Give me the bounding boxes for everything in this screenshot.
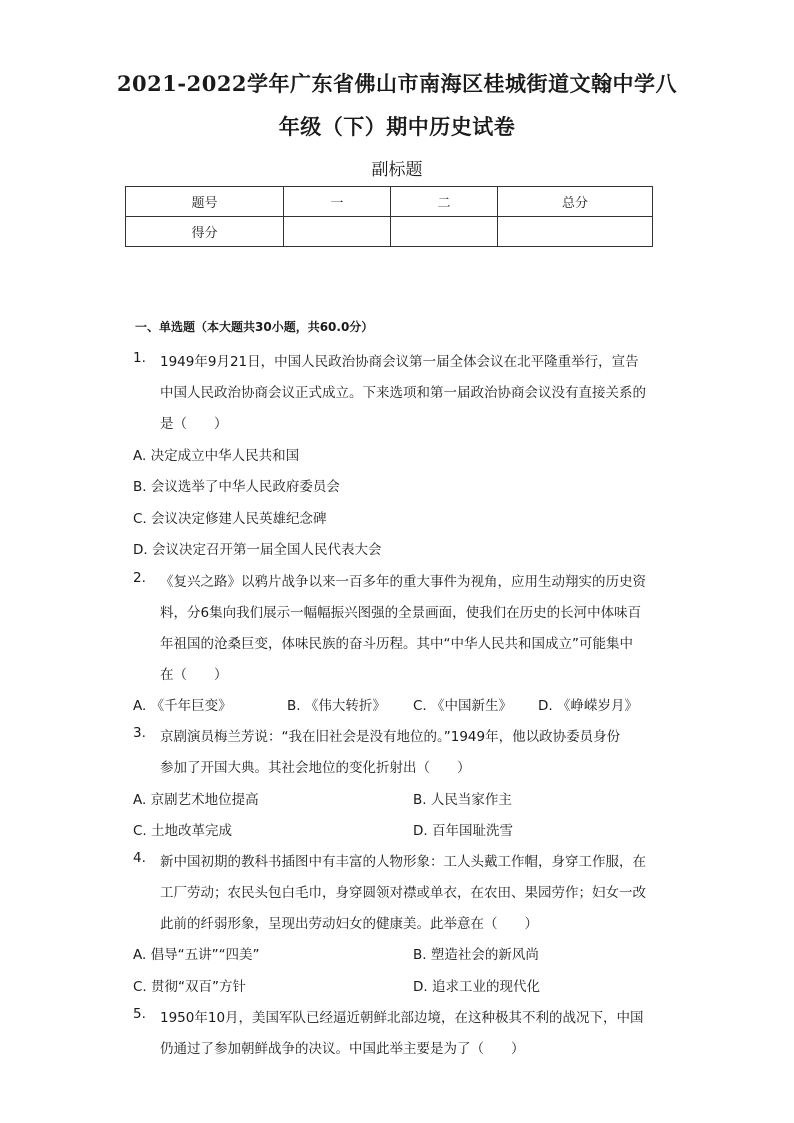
option-a[interactable]: A. 倡导“五讲”“四美” [133, 947, 260, 963]
score-cell-2[interactable] [391, 217, 498, 247]
score-header-cell: 一 [284, 187, 391, 217]
score-table-header-row [126, 187, 653, 217]
question-text-line: 1949年9月21日，中国人民政治协商会议第一届全体会议在北平隆重举行，宣告 [160, 354, 639, 370]
question-text-line: 年祖国的沧桑巨变，体味民族的奋斗历程。其中“中华人民共和国成立”可能集中 [160, 636, 633, 652]
question-text-line: 中国人民政治协商会议正式成立。下来选项和第一届政治协商会议没有直接关系的 [160, 385, 646, 401]
score-table-score-row [126, 217, 653, 247]
option-d[interactable]: D. 会议决定召开第一届全国人民代表大会 [133, 542, 382, 558]
option-d[interactable]: D. 追求工业的现代化 [413, 979, 540, 995]
question-number: 1. [133, 350, 146, 366]
score-header-cell: 总分 [498, 187, 653, 217]
option-b[interactable]: B. 会议选举了中华人民政府委员会 [133, 479, 340, 495]
score-header-cell: 题号 [126, 187, 284, 217]
question-text-line: 参加了开国大典。其社会地位的变化折射出（ ） [160, 760, 471, 776]
question-number: 4. [133, 850, 146, 866]
score-table [125, 186, 653, 247]
option-c[interactable]: C. 贯彻“双百”方针 [133, 979, 246, 995]
option-b[interactable]: B. 《伟大转折》 [287, 698, 386, 714]
option-c[interactable]: C. 会议决定修建人民英雄纪念碑 [133, 511, 327, 527]
question-text-line: 工厂劳动；农民头包白毛巾，身穿圆领对襟或单衣，在农田、果园劳作；妇女一改 [160, 885, 646, 901]
question-text-line: 料，分6集向我们展示一幅幅振兴图强的全景画面，使我们在历史的长河中体味百 [160, 605, 642, 621]
score-cell-1[interactable] [284, 217, 391, 247]
question-text-line: 仍通过了参加朝鲜战争的决议。中国此举主要是为了（ ） [160, 1041, 525, 1057]
question-text-line: 《复兴之路》以鸦片战争以来一百多年的重大事件为视角，应用生动翔实的历史资 [160, 574, 646, 590]
question-number: 3. [133, 725, 146, 741]
score-cell-total[interactable] [498, 217, 653, 247]
question-text-line: 新中国初期的教科书插图中有丰富的人物形象：工人头戴工作帽，身穿工作服，在 [160, 854, 646, 870]
question-text-line: 在（ ） [160, 667, 228, 683]
option-c[interactable]: C. 《中国新生》 [413, 698, 513, 714]
section-heading: 一、单选题（本大题共30小题，共60.0分） [135, 320, 374, 334]
question-number: 2. [133, 570, 146, 586]
exam-title-line2: 年级（下）期中历史试卷 [278, 114, 516, 139]
option-d[interactable]: D. 百年国耻洗雪 [413, 823, 513, 839]
option-b[interactable]: B. 人民当家作主 [413, 792, 512, 808]
question-text-line: 是（ ） [160, 416, 228, 432]
option-c[interactable]: C. 土地改革完成 [133, 823, 233, 839]
score-row-label: 得分 [126, 217, 284, 247]
score-header-cell: 二 [391, 187, 498, 217]
question-text-line: 京剧演员梅兰芳说：“我在旧社会是没有地位的。”1949年，他以政协委员身份 [160, 729, 621, 745]
option-a[interactable]: A. 京剧艺术地位提高 [133, 792, 259, 808]
exam-title-line1: 2021-2022学年广东省佛山市南海区桂城街道文翰中学八 [116, 71, 678, 96]
question-text-line: 1950年10月，美国军队已经逼近朝鲜北部边境，在这种极其不利的战况下，中国 [160, 1010, 644, 1026]
exam-subtitle: 副标题 [371, 160, 423, 180]
option-b[interactable]: B. 塑造社会的新风尚 [413, 947, 539, 963]
question-number: 5. [133, 1006, 146, 1022]
option-a[interactable]: A. 《千年巨变》 [133, 698, 232, 714]
question-text-line: 此前的纤弱形象，呈现出劳动妇女的健康美。此举意在（ ） [160, 916, 538, 932]
option-d[interactable]: D. 《峥嵘岁月》 [538, 698, 638, 714]
option-a[interactable]: A. 决定成立中华人民共和国 [133, 448, 300, 464]
